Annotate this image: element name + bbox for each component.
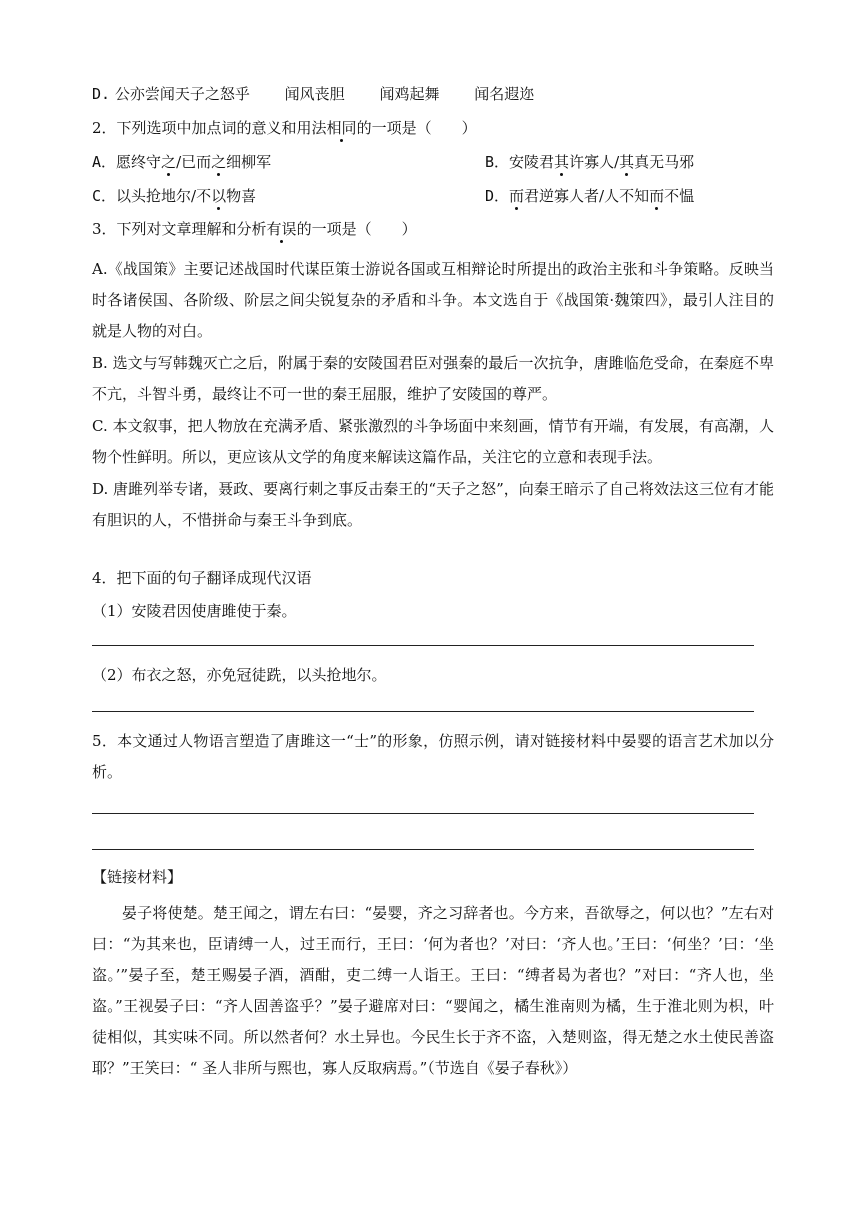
dotted-word: 其 [554, 153, 570, 171]
q2-option-d [485, 186, 694, 206]
q3-option-a: A.《战国策》主要记述战国时代谋臣策士游说各国或互相辩论时所提出的政治主张和斗争策略。反映当时各诸侯国、各阶级、阶层之间尖锐复杂的矛盾和斗争。本文选自于《战国策·魏策四》，最引人注目的就是人物的对白。 [92, 260, 774, 340]
option-text: 安陵君 [509, 153, 555, 171]
option-text: 不愠 [664, 187, 695, 205]
option-item: 公亦尝闻天子之怒乎 [114, 85, 250, 103]
answer-line[interactable] [92, 849, 754, 850]
dotted-word: 之 [161, 153, 177, 171]
dotted-word: 而 [649, 187, 665, 205]
option-text: 真无马邪 [634, 153, 695, 171]
q2-option-c [92, 187, 256, 205]
q4-sentence-1: （1）安陵君因使唐雎使于秦。 [92, 602, 297, 620]
stem-text: 的一项是（ ） [296, 220, 417, 238]
q2-options-row-1 [92, 152, 695, 172]
option-label: C． [92, 187, 117, 205]
option-text: 许寡人/ [569, 153, 620, 171]
answer-line[interactable] [92, 711, 754, 712]
q3-option-d: D. 唐雎列举专诸，聂政、要离行刺之事反击秦王的“天子之怒”，向秦王暗示了自己将效法这三位有才能有胆识的人，不惜拼命与秦王斗争到底。 [92, 480, 774, 529]
q3-stem [92, 219, 417, 239]
option-text: 以头抢地尔/不 [116, 187, 212, 205]
q3-option-b: B. 选文与写韩魏灭亡之后，附属于秦的安陵国君臣对强秦的最后一次抗争，唐雎临危受命，在秦庭不卑不亢，斗智斗勇，最终让不可一世的秦王屈服，维护了安陵国的尊严。 [92, 354, 774, 403]
dotted-word: 而 [509, 187, 525, 205]
option-text: 君逆寡人者/人不知 [524, 187, 650, 205]
dotted-word: 有误 [266, 220, 297, 238]
option-label: B． [485, 153, 510, 171]
option-label: D． [485, 187, 510, 205]
q3-option-c: C. 本文叙事，把人物放在充满矛盾、紧张激烈的斗争场面中来刻画，情节有开端，有发展，有高潮，人物个性鲜明。所以，更应该从文学的角度来解读这篇作品，关注它的立意和表现手法。 [92, 417, 774, 466]
option-text: 物喜 [226, 187, 257, 205]
option-label: D. [92, 85, 111, 103]
q5-stem: 5．本文通过人物语言塑造了唐雎这一“士”的形象，仿照示例，请对链接材料中晏婴的语言艺术加以分析。 [92, 732, 774, 781]
q2-option-a [92, 153, 271, 171]
q4-stem: 4．把下面的句子翻译成现代汉语 [92, 569, 312, 587]
stem-text: 的一项是（ ） [356, 119, 477, 137]
option-item: 闻鸡起舞 [379, 85, 440, 103]
q4-sentence-2: （2）布衣之怒，亦免冠徒跣，以头抢地尔。 [92, 666, 387, 684]
dotted-word: 其 [619, 153, 635, 171]
stem-dotted-text [327, 119, 357, 137]
answer-line[interactable] [92, 813, 754, 814]
option-item: 闻风丧胆 [284, 85, 345, 103]
q2-stem [92, 118, 477, 138]
option-text: 愿终守 [116, 153, 162, 171]
link-material-text: 晏子将使楚。楚王闻之，谓左右曰：“晏婴，齐之习辞者也。今方来，吾欲辱之，何以也？”左右对曰：“为其来也，臣请缚一人，过王而行，王曰：‘何为者也？’对曰：‘齐人也。’王曰：‘何坐？’曰：‘坐盗。’”晏子至，楚王赐晏子酒，酒酣，吏二缚一人诣王。王曰：“缚者曷为者也？”对曰：“齐人也，坐盗。”王视晏子曰：“齐人固善盗乎？”晏子避席对曰：“婴闻之，橘生淮南则为橘，生于淮北则为枳，叶徒相似，其实味不同。所以然者何？水土异也。今民生长于齐不盗，入楚则盗，得无楚之水土使民善盗耶？”王笑曰：“ 圣人非所与熙也，寡人反取病焉。”（节选自《晏子春秋》） [92, 904, 774, 1077]
q2-option-b [485, 152, 694, 172]
answer-line[interactable] [92, 645, 754, 646]
stem-text: 2．下列选项中加点词的意义和用法 [92, 119, 327, 137]
option-text: /已而 [176, 153, 212, 171]
dotted-word: 以 [211, 187, 227, 205]
dotted-word: 相同 [326, 119, 357, 137]
stem-text: 3．下列对文章理解和分析 [92, 220, 267, 238]
option-text: 细柳军 [226, 153, 272, 171]
option-label: A． [92, 153, 117, 171]
dotted-word: 之 [211, 153, 227, 171]
option-item: 闻名遐迩 [474, 85, 535, 103]
link-material-header: 【链接材料】 [92, 868, 183, 886]
q1-option-d [92, 84, 534, 104]
q2-options-row-2 [92, 186, 695, 206]
